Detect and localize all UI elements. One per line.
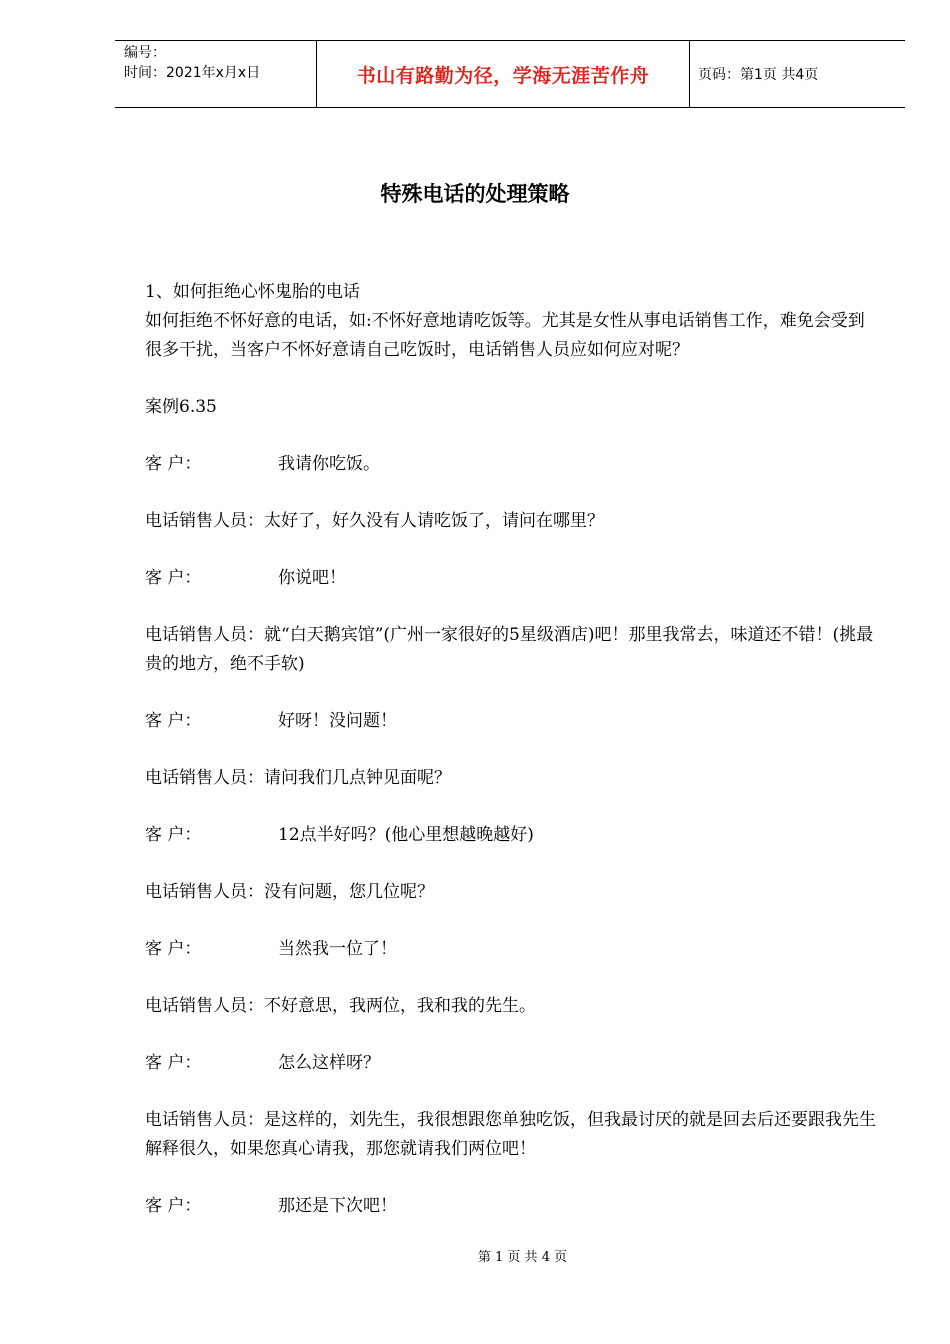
speaker-label: 电话销售人员： [145,1110,264,1130]
dialogue-text: 那还是下次吧！ [278,1196,397,1216]
speaker-label: 客 户： [145,1053,202,1073]
section-heading: 1、如何拒绝心怀鬼胎的电话 [145,282,360,302]
dialogue-line [145,1192,880,1221]
speaker-label: 客 户： [145,939,202,959]
dialogue-text: 太好了，好久没有人请吃饭了，请问在哪里？ [264,511,604,531]
dialogue-text: 怎么这样呀？ [278,1053,380,1073]
dialogue-line [145,450,880,479]
dialogue-line [145,821,880,850]
time-label: 时间：2021年x月x日 [124,65,261,81]
dialogue-line [145,1049,880,1078]
header-page-cell [690,41,905,107]
speaker-label: 客 户： [145,568,202,588]
dialogue-line [145,621,880,679]
dialogue-text: 不好意思，我两位，我和我的先生。 [264,996,536,1016]
number-label: 编号： [124,45,166,61]
document-body [145,278,880,1249]
dialogue-line [145,707,880,736]
speaker-label: 电话销售人员： [145,882,264,902]
dialogue-line [145,935,880,964]
page-footer [0,1246,950,1265]
speaker-label: 电话销售人员： [145,511,264,531]
dialogue-line [145,764,880,793]
speaker-label: 客 户： [145,825,202,845]
dialogue-line [145,878,880,907]
speaker-label: 客 户： [145,454,202,474]
dialogue-text: 当然我一位了！ [278,939,397,959]
dialogue-line [145,564,880,593]
dialogue-text: 你说吧！ [278,568,346,588]
dialogue-text: 我请你吃饭。 [278,454,380,474]
page-title: 特殊电话的处理策略 [380,182,570,206]
header-meta [115,41,316,107]
case-label: 案例6.35 [145,397,217,417]
speaker-label: 电话销售人员： [145,996,264,1016]
dialogue-text: 12点半好吗？(他心里想越晚越好) [278,825,534,845]
dialogue-line [145,1106,880,1164]
motto: 书山有路勤为径，学海无涯苦作舟 [356,64,650,87]
dialogue-text: 就“白天鹅宾馆”(广州一家很好的5星级酒店)吧！那里我常去，味道还不错！(挑最贵的地方，绝不手软) [145,625,874,674]
speaker-label: 客 户： [145,711,202,731]
speaker-label: 电话销售人员： [145,625,264,645]
document-header [115,40,905,108]
dialogue-line [145,992,880,1021]
section-intro: 如何拒绝不怀好意的电话，如:不怀好意地请吃饭等。尤其是女性从事电话销售工作，难免会受到很多干扰，当客户不怀好意请自己吃饭时，电话销售人员应如何应对呢？ [145,311,865,360]
speaker-label: 客 户： [145,1196,202,1216]
page-label: 页码：第1页 共4页 [698,67,819,83]
header-motto-cell [316,41,690,107]
footer-page-number: 第 1 页 共 4 页 [477,1250,568,1265]
dialogue-text: 好呀！没问题！ [278,711,397,731]
speaker-label: 电话销售人员： [145,768,264,788]
dialogue-text: 没有问题，您几位呢？ [264,882,434,902]
dialogue-text: 请问我们几点钟见面呢？ [264,768,451,788]
dialogue-text: 是这样的，刘先生，我很想跟您单独吃饭，但我最讨厌的就是回去后还要跟我先生解释很久，如果您真心请我，那您就请我们两位吧！ [145,1110,876,1159]
dialogue [145,450,880,1221]
dialogue-line [145,507,880,536]
